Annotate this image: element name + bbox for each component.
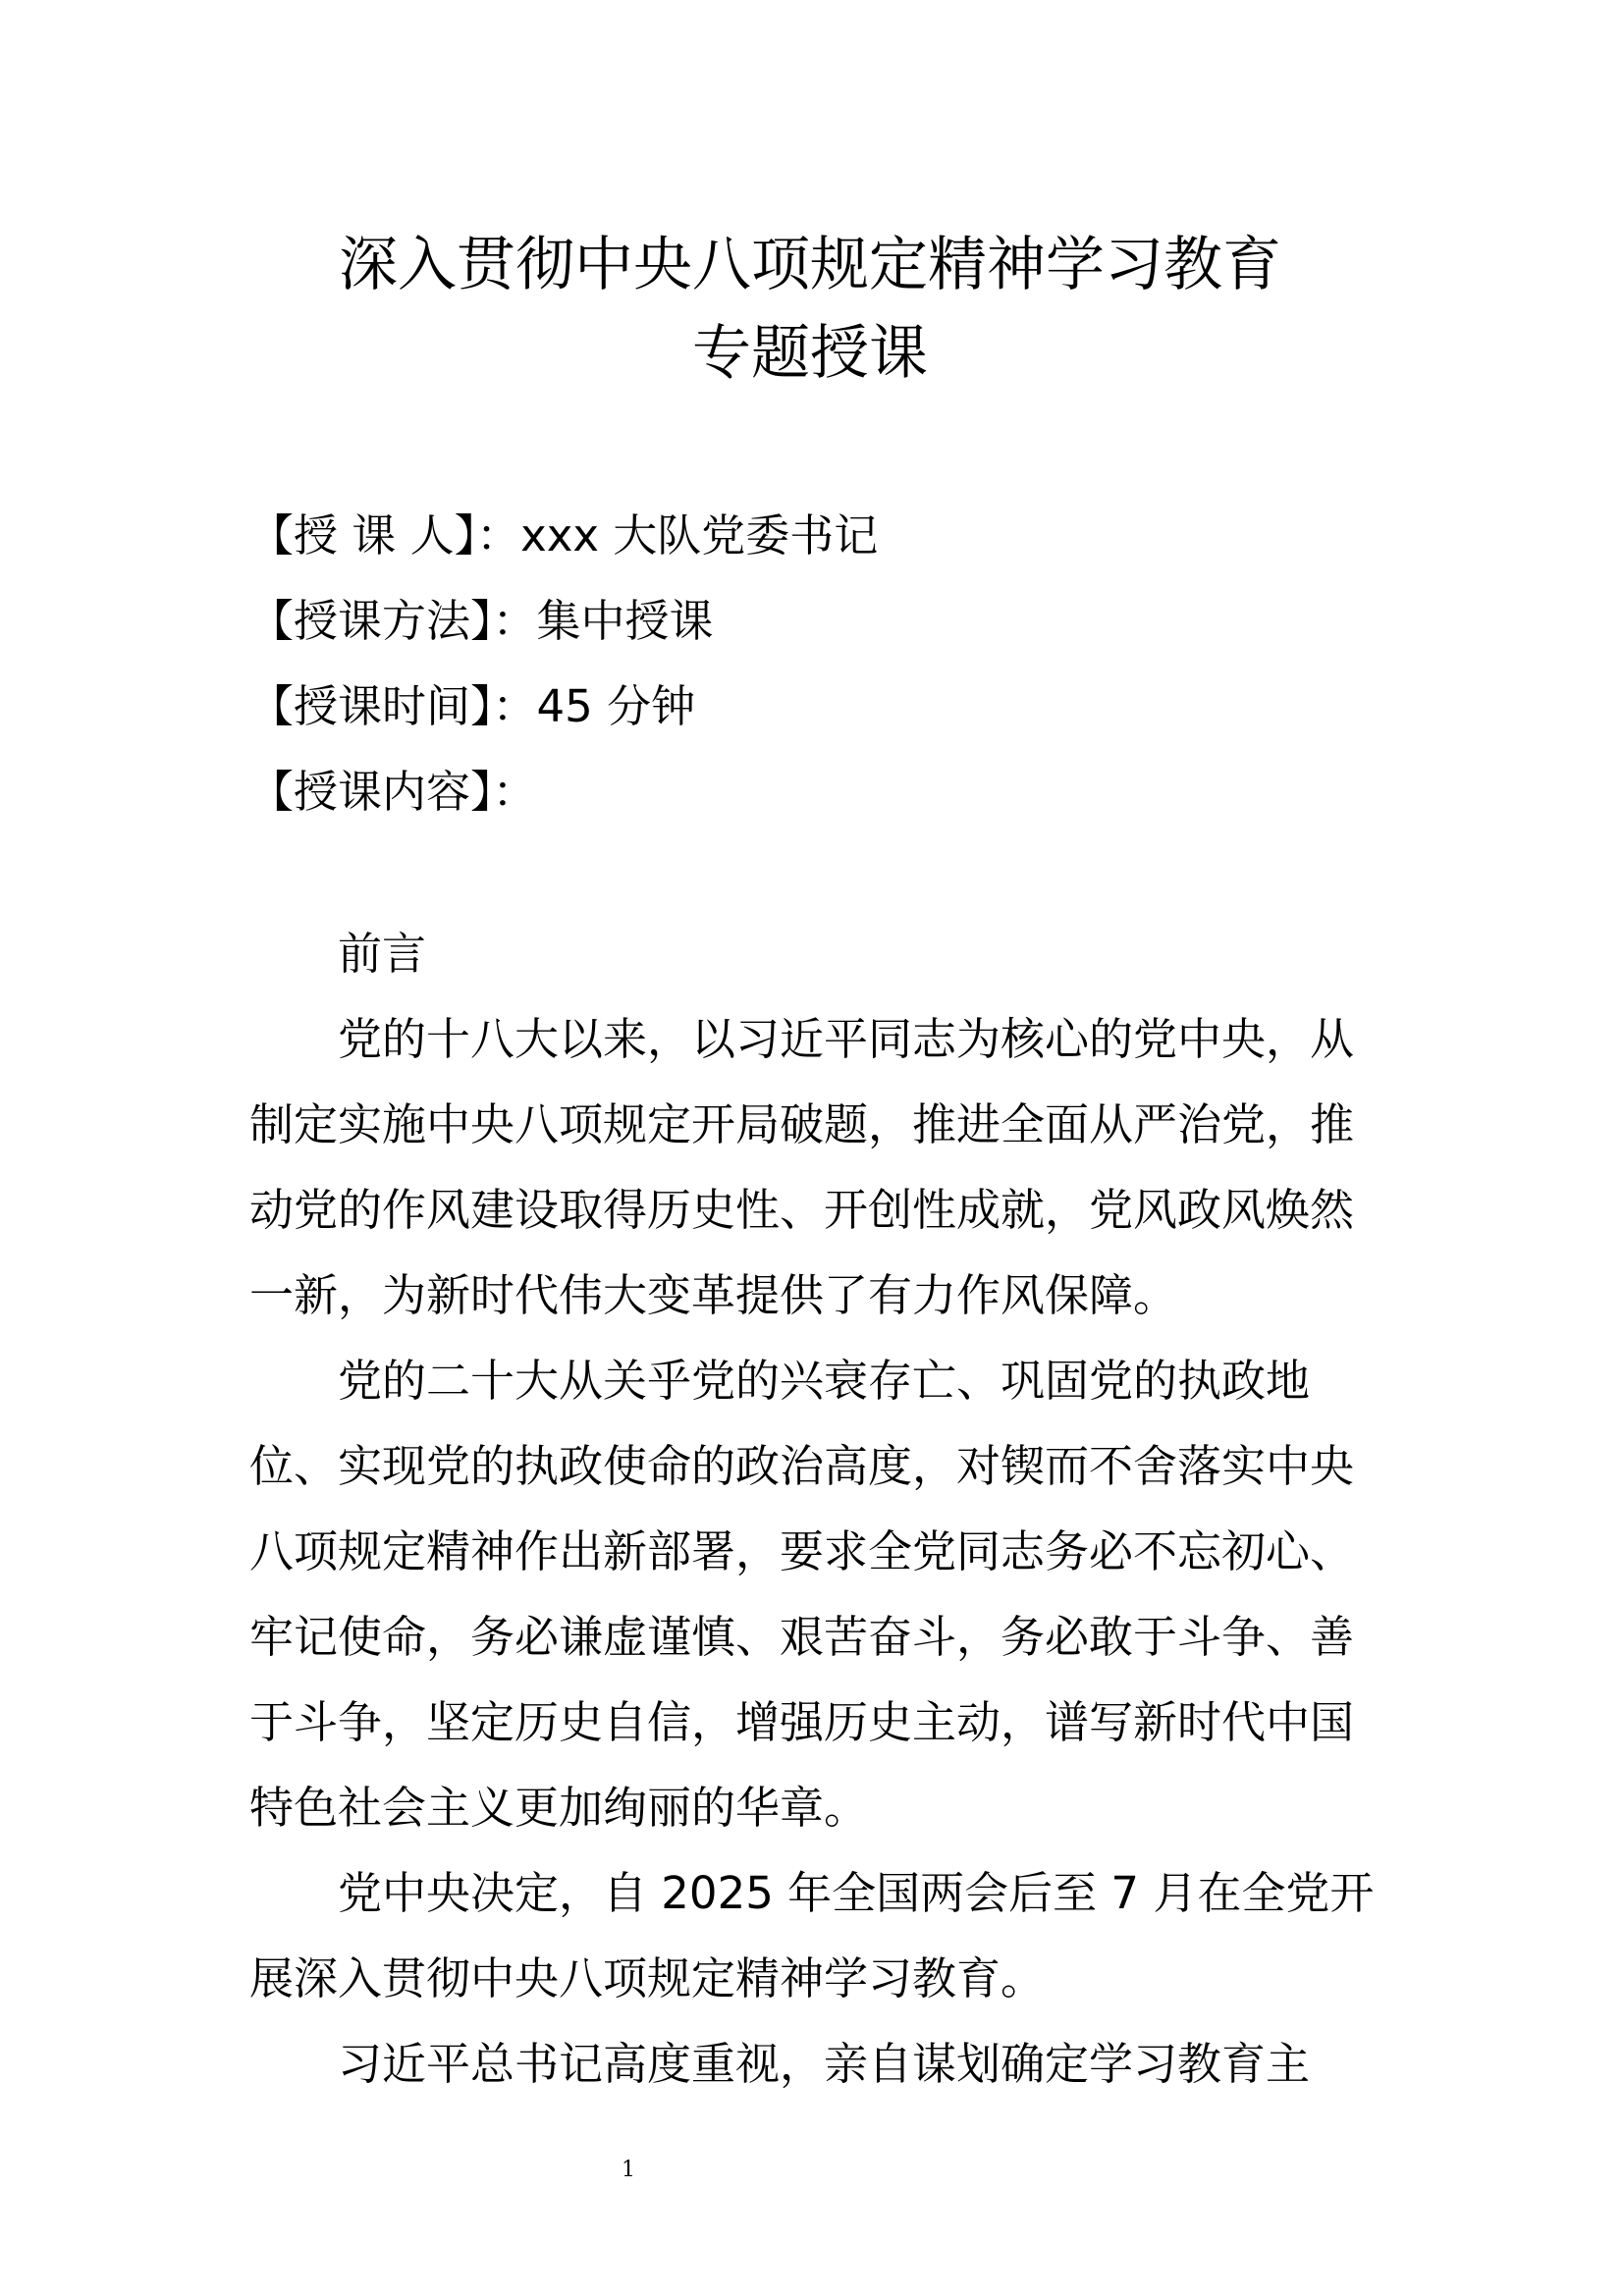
body-line: 习近平总书记高度重视，亲自谋划确定学习教育主 xyxy=(338,2038,1311,2090)
body-line: 位、实现党的执政使命的政治高度，对锲而不舍落实中央 xyxy=(249,1440,1355,1492)
body-line: 八项规定精神作出新部署，要求全党同志务必不忘初心、 xyxy=(249,1525,1355,1577)
document-body xyxy=(249,911,1375,2107)
body-line: 党的二十大从关乎党的兴衰存亡、巩固党的执政地 xyxy=(338,1355,1311,1407)
duration-row: 【授课时间】：45 分钟 xyxy=(249,680,696,732)
body-line: 特色社会主义更加绚丽的华章。 xyxy=(249,1782,869,1834)
method-row: 【授课方法】：集中授课 xyxy=(249,595,714,647)
body-line: 前言 xyxy=(338,928,427,980)
body-line: 于斗争，坚定历史自信，增强历史主动，谱写新时代中国 xyxy=(249,1696,1355,1748)
body-line: 展深入贯彻中央八项规定精神学习教育。 xyxy=(249,1952,1046,2004)
body-line: 党中央决定，自 2025 年全国两会后至 7 月在全党开 xyxy=(338,1867,1375,1919)
body-line: 党的十八大以来，以习近平同志为核心的党中央，从 xyxy=(338,1013,1355,1065)
body-line: 制定实施中央八项规定开局破题，推进全面从严治党，推 xyxy=(249,1098,1355,1150)
document-title-line-1: 深入贯彻中央八项规定精神学习教育 xyxy=(339,231,1281,299)
content-row: 【授课内容】： xyxy=(249,766,537,818)
lecture-info-list xyxy=(249,493,878,834)
page-number: 1 xyxy=(622,2158,635,2182)
body-line: 一新，为新时代伟大变革提供了有力作风保障。 xyxy=(249,1269,1178,1321)
document-title-line-2: 专题授课 xyxy=(692,319,928,388)
body-line: 牢记使命，务必谦虚谨慎、艰苦奋斗，务必敢于斗争、善 xyxy=(249,1611,1355,1663)
body-line: 动党的作风建设取得历史性、开创性成就，党风政风焕然 xyxy=(249,1184,1355,1236)
lecturer-row: 【授 课 人】：xxx 大队党委书记 xyxy=(249,509,879,561)
